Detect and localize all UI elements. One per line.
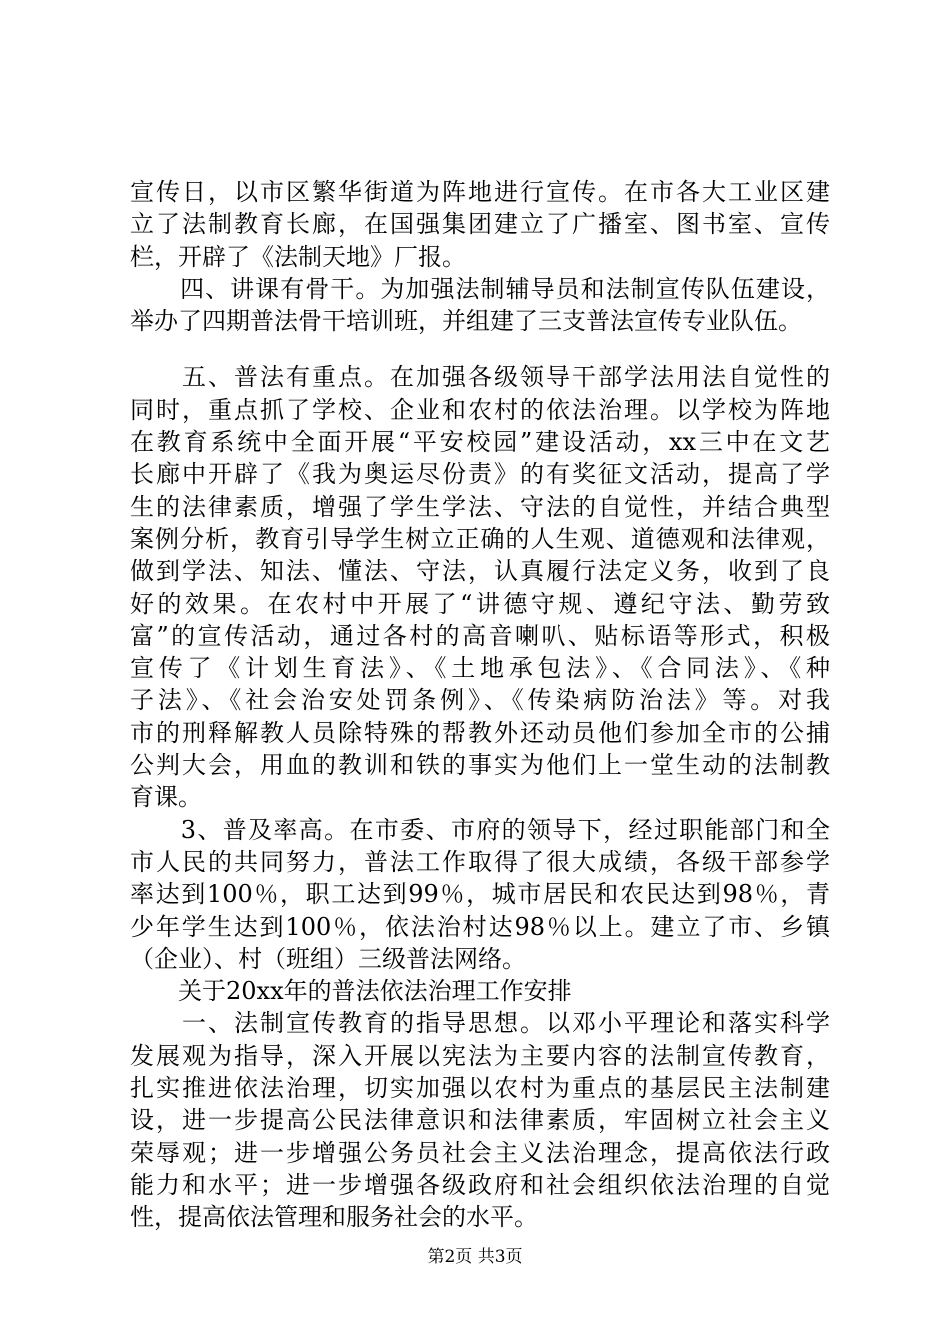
text-line: 案例分析，教育引导学生树立正确的人生观、道德观和法律观， <box>130 524 830 553</box>
text-line: 3、普及率高。在市委、市府的领导下，经过职能部门和全 <box>130 815 830 844</box>
text-line: 好的效果。在农村中开展了“讲德守规、遵纪守法、勤劳致 <box>130 589 830 618</box>
page-number-footer: 第2页 共3页 <box>427 1247 523 1267</box>
text-line: 设，进一步提高公民法律意识和法律素质，牢固树立社会主义 <box>130 1106 830 1135</box>
text-line: 子法》、《社会治安处罚条例》、《传染病防治法》等。对我 <box>130 686 830 715</box>
blank-line <box>130 337 830 361</box>
paragraph-section-four <box>130 273 830 338</box>
text-line: 栏，开辟了《法制天地》厂报。 <box>130 242 466 271</box>
paragraph-continuation <box>130 176 830 273</box>
text-line: 宣传了《计划生育法》、《土地承包法》、《合同法》、《种 <box>130 654 830 683</box>
paragraph-coverage-rate <box>130 814 830 975</box>
text-line: 四、讲课有骨干。为加强法制辅导员和法制宣传队伍建设， <box>130 274 830 303</box>
text-line: 一、法制宣传教育的指导思想。以邓小平理论和落实科学 <box>130 1009 830 1038</box>
text-line: 能力和水平；进一步增强各级政府和社会组织依法治理的自觉 <box>130 1170 830 1199</box>
document-body <box>130 176 830 1234</box>
paragraph-guiding-ideology <box>130 1007 830 1233</box>
text-line: 少年学生达到100％，依法治村达98％以上。建立了市、乡镇 <box>130 912 830 941</box>
text-line: 性，提高依法管理和服务社会的水平。 <box>130 1203 538 1232</box>
paragraph-section-five <box>130 361 830 813</box>
text-line: 在教育系统中全面开展“平安校园”建设活动，xx三中在文艺 <box>130 428 830 457</box>
text-line: 荣辱观；进一步增强公务员社会主义法治理念，提高依法行政 <box>130 1138 830 1167</box>
text-line: 市人民的共同努力，普法工作取得了很大成绩，各级干部参学 <box>130 847 830 876</box>
text-line: 生的法律素质，增强了学生学法、守法的自觉性，并结合典型 <box>130 492 830 521</box>
text-line: 宣传日，以市区繁华街道为阵地进行宣传。在市各大工业区建 <box>130 178 830 206</box>
text-line: 五、普法有重点。在加强各级领导干部学法用法自觉性的 <box>130 363 830 392</box>
text-line: 立了法制教育长廊，在国强集团建立了广播室、图书室、宣传 <box>130 210 830 239</box>
text-line: 市的刑释解教人员除特殊的帮教外还动员他们参加全市的公捕 <box>130 718 830 747</box>
text-line: 发展观为指导，深入开展以宪法为主要内容的法制宣传教育， <box>130 1041 830 1070</box>
text-line: 举办了四期普法骨干培训班，并组建了三支普法宣传专业队伍。 <box>130 307 802 336</box>
text-line: 公判大会，用血的教训和铁的事实为他们上一堂生动的法制教 <box>130 751 830 780</box>
text-line: 关于20xx年的普法依法治理工作安排 <box>130 977 572 1006</box>
section-heading <box>130 975 830 1007</box>
text-line: 做到学法、知法、懂法、守法，认真履行法定义务，收到了良 <box>130 557 830 586</box>
text-line: 率达到100％，职工达到99％，城市居民和农民达到98％，青 <box>130 880 830 909</box>
text-line: （企业）、村（班组）三级普法网络。 <box>130 944 526 973</box>
text-line: 长廊中开辟了《我为奥运尽份责》的有奖征文活动，提高了学 <box>130 460 830 489</box>
text-line: 育课。 <box>130 783 202 812</box>
text-line: 扎实推进依法治理，切实加强以农村为重点的基层民主法制建 <box>130 1074 830 1103</box>
text-line: 同时，重点抓了学校、企业和农村的依法治理。以学校为阵地 <box>130 395 830 424</box>
text-line: 富”的宣传活动，通过各村的高音喇叭、贴标语等形式，积极 <box>130 621 830 650</box>
